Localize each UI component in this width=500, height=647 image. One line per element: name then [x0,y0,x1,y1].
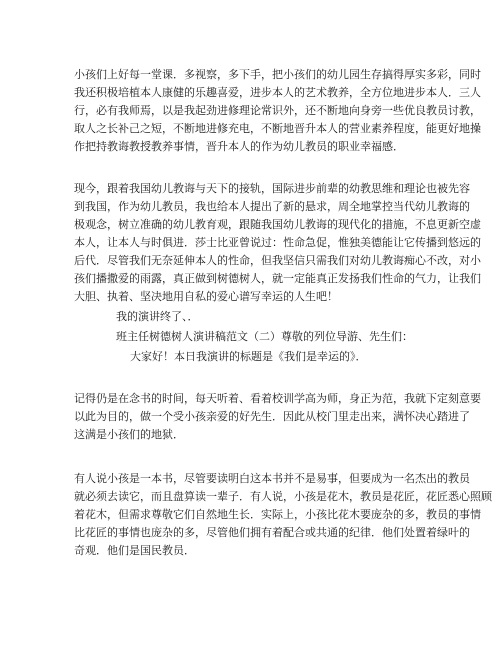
paragraph-1-line-3: 行，必有我师焉，以是我起劲进修理论常识外，还不断地向身旁一些优良教员讨教， [74,104,481,117]
paragraph-4-line-2: 就必须去读它，而且盘算读一辈子．有人说，小孩是花木，教员是花匠，花匠悉心照顾 [74,490,492,503]
paragraph-1-line-2: 我还积极培植本人康健的乐趣喜爱，进步本人的艺术教养，全方位地进步本人．三人 [74,86,481,99]
paragraph-1-line-4: 取人之长补己之短，不断地进修充电，不断地晋升本人的营业素养程度，能更好地操 [74,122,481,135]
speech-topic: 大家好！本日我演讲的标题是《我们是幸运的》． [130,350,367,363]
speech-title-greeting: 班主任树德树人演讲稿范文（二）尊敬的列位导游、先生们： [116,330,413,343]
paragraph-2-line-1: 现今，跟着我国幼儿教诲与天下的接轨，国际进步前辈的幼教思维和理论也被先容 [74,182,470,195]
paragraph-3-line-1: 记得仍是在念书的时间，每天听着、看着校训学高为师，身正为范，我就下定刻意要 [74,392,481,405]
paragraph-4-line-4: 比花匠的事情也庞杂的多，尽管他们拥有着配合或共通的纪律．他们处置着绿叶的 [74,526,470,539]
paragraph-3-line-3: 这满是小孩们的地狱． [74,428,184,441]
paragraph-2-line-5: 后代．尽管我们无奈延伸本人的性命，但我坚信只需我们对幼儿教诲痴心不改，对小 [74,254,481,267]
paragraph-4-line-3: 着花木，但需求尊敬它们自然地生长．实际上，小孩比花木要庞杂的多，教员的事情 [74,508,481,521]
speech-closing: 我的演讲终了、． [116,310,199,323]
paragraph-2-line-3: 极观念，树立准确的幼儿教育观，跟随我国幼儿教诲的现代化的措施，不息更新空虚 [74,218,481,231]
paragraph-1-line-5: 作把持教诲教授教养事情，晋升本人的作为幼儿教员的职业幸福感． [74,140,404,153]
paragraph-4-line-5: 奇观．他们是国民教员． [74,544,195,557]
paragraph-1-line-1: 小孩们上好每一堂课．多视察，多下手，把小孩们的幼儿园生存搞得厚实多彩，同时 [74,68,481,81]
paragraph-2-line-7: 大胆、执着、坚决地用自私的爱心谱写幸运的人生吧！ [74,290,338,303]
paragraph-2-line-2: 到我国，作为幼儿教员，我也给本人提出了新的悬求，周全地掌控当代幼儿教诲的 [74,200,470,213]
paragraph-3-line-2: 以此为目的，做一个受小孩亲爱的好先生．因此从校门里走出来，满怀决心踏进了 [74,410,470,423]
paragraph-2-line-6: 孩们播撒爱的雨露，真正做到树德树人，就一定能真正发扬我们性命的气力，让我们 [74,272,481,285]
paragraph-4-line-1: 有人说小孩是一本书，尽管要读明白这本书并不是易事，但要成为一名杰出的教员 [74,472,470,485]
paragraph-2-line-4: 本人，让本人与时俱进．莎士比亚曾说过：性命急促，惟独美德能让它传播到悠远的 [74,236,481,249]
